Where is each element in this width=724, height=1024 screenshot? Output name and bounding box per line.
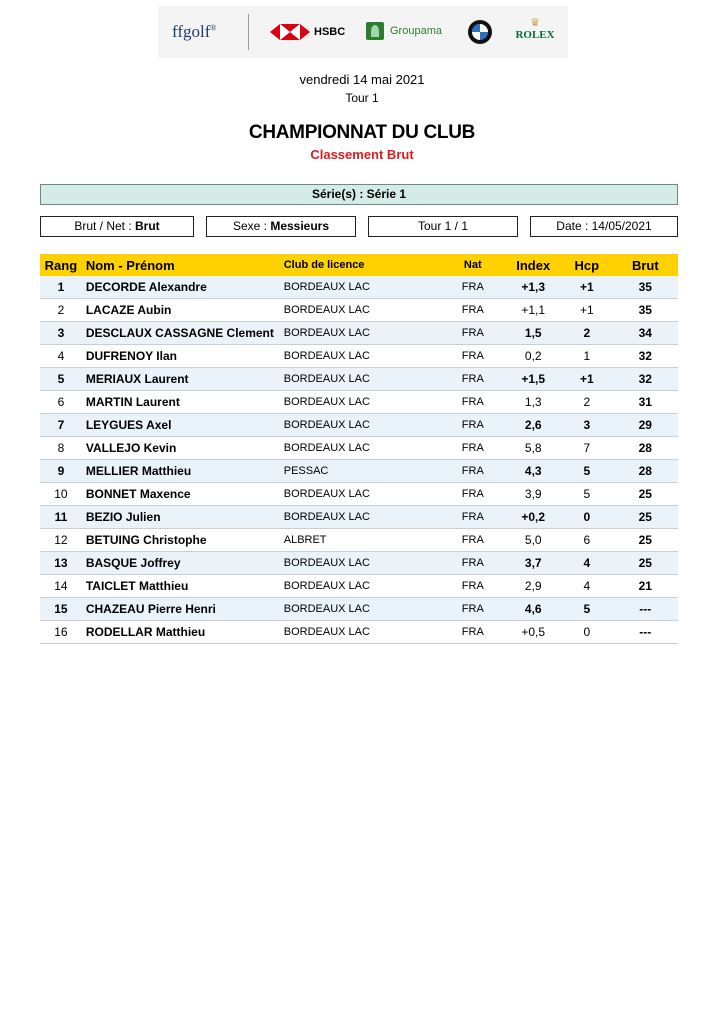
cell-index: +0,2 xyxy=(505,506,561,529)
table-row xyxy=(40,276,678,299)
cell-name: LACAZE Aubin xyxy=(82,299,280,322)
cell-index: 2,9 xyxy=(505,575,561,598)
page-title: CHAMPIONNAT DU CLUB xyxy=(248,122,476,143)
sexe-value: Messieurs xyxy=(270,219,330,233)
column-header-index: Index xyxy=(505,254,561,276)
cell-name: BETUING Christophe xyxy=(82,529,280,552)
cell-club: BORDEAUX LAC xyxy=(280,621,440,644)
table-row xyxy=(40,345,678,368)
table-row xyxy=(40,368,678,391)
table-row xyxy=(40,621,678,644)
cell-brut: 25 xyxy=(613,506,678,529)
rolex-logo xyxy=(512,18,558,41)
cell-brut: 31 xyxy=(613,391,678,414)
cell-rang: 15 xyxy=(40,598,82,621)
cell-nat: FRA xyxy=(440,621,505,644)
table-header-row xyxy=(40,254,678,276)
cell-index: 4,3 xyxy=(505,460,561,483)
cell-hcp: 4 xyxy=(561,575,613,598)
cell-rang: 14 xyxy=(40,575,82,598)
column-header-brut: Brut xyxy=(613,254,678,276)
cell-brut: 35 xyxy=(613,299,678,322)
cell-brut: 25 xyxy=(613,529,678,552)
cell-index: 5,8 xyxy=(505,437,561,460)
cell-rang: 8 xyxy=(40,437,82,460)
cell-nat: FRA xyxy=(440,506,505,529)
cell-index: +1,5 xyxy=(505,368,561,391)
cell-brut: 28 xyxy=(613,460,678,483)
cell-index: 3,7 xyxy=(505,552,561,575)
sexe-label: Sexe : xyxy=(232,219,267,233)
cell-name: VALLEJO Kevin xyxy=(82,437,280,460)
cell-brut: 29 xyxy=(613,414,678,437)
table-row xyxy=(40,598,678,621)
cell-index: 2,6 xyxy=(505,414,561,437)
cell-hcp: 5 xyxy=(561,598,613,621)
table-row xyxy=(40,414,678,437)
cell-nat: FRA xyxy=(440,552,505,575)
cell-club: BORDEAUX LAC xyxy=(280,391,440,414)
cell-nat: FRA xyxy=(440,437,505,460)
cell-hcp: 4 xyxy=(561,552,613,575)
cell-index: 4,6 xyxy=(505,598,561,621)
cell-club: BORDEAUX LAC xyxy=(280,368,440,391)
cell-rang: 12 xyxy=(40,529,82,552)
ffgolf-logo: ffgolf® xyxy=(172,22,217,41)
cell-rang: 6 xyxy=(40,391,82,414)
date-box: Date : 14/05/2021 xyxy=(530,216,678,237)
column-header-nat: Nat xyxy=(440,254,505,276)
groupama-label: Groupama xyxy=(390,25,442,37)
hsbc-logo xyxy=(270,24,345,40)
column-header-rang: Rang xyxy=(40,254,82,276)
cell-hcp: 5 xyxy=(561,483,613,506)
hsbc-hexagon-icon xyxy=(270,24,310,40)
brutnet-label: Brut / Net : xyxy=(74,219,132,233)
cell-name: DUFRENOY Ilan xyxy=(82,345,280,368)
sponsor-banner xyxy=(158,6,568,58)
cell-name: LEYGUES Axel xyxy=(82,414,280,437)
tour-box: Tour 1 / 1 xyxy=(368,216,518,237)
cell-name: TAICLET Matthieu xyxy=(82,575,280,598)
hsbc-label: HSBC xyxy=(314,26,346,38)
cell-hcp: 2 xyxy=(561,391,613,414)
brutnet-box xyxy=(40,216,194,237)
event-date: vendredi 14 mai 2021 xyxy=(299,72,425,87)
cell-brut: 28 xyxy=(613,437,678,460)
cell-nat: FRA xyxy=(440,414,505,437)
cell-club: BORDEAUX LAC xyxy=(280,322,440,345)
cell-brut: 25 xyxy=(613,483,678,506)
cell-rang: 2 xyxy=(40,299,82,322)
column-header-name: Nom - Prénom xyxy=(82,254,280,276)
cell-index: 1,5 xyxy=(505,322,561,345)
event-tour: Tour 1 xyxy=(345,91,379,105)
groupama-tree-icon xyxy=(366,22,384,40)
cell-rang: 16 xyxy=(40,621,82,644)
cell-nat: FRA xyxy=(440,483,505,506)
table-row xyxy=(40,506,678,529)
table-row xyxy=(40,391,678,414)
groupama-logo xyxy=(366,22,442,40)
cell-nat: FRA xyxy=(440,575,505,598)
cell-name: CHAZEAU Pierre Henri xyxy=(82,598,280,621)
cell-hcp: 5 xyxy=(561,460,613,483)
logo-separator xyxy=(248,14,249,50)
cell-index: +0,5 xyxy=(505,621,561,644)
cell-club: BORDEAUX LAC xyxy=(280,506,440,529)
cell-brut: 35 xyxy=(613,276,678,299)
cell-nat: FRA xyxy=(440,529,505,552)
rolex-label: ROLEX xyxy=(515,29,555,41)
cell-name: BEZIO Julien xyxy=(82,506,280,529)
cell-club: BORDEAUX LAC xyxy=(280,437,440,460)
cell-hcp: 7 xyxy=(561,437,613,460)
cell-hcp: +1 xyxy=(561,276,613,299)
cell-brut: --- xyxy=(613,598,678,621)
cell-index: +1,3 xyxy=(505,276,561,299)
cell-index: 1,3 xyxy=(505,391,561,414)
cell-rang: 13 xyxy=(40,552,82,575)
cell-brut: 32 xyxy=(613,345,678,368)
cell-brut: 32 xyxy=(613,368,678,391)
table-row xyxy=(40,437,678,460)
cell-club: BORDEAUX LAC xyxy=(280,575,440,598)
table-row xyxy=(40,460,678,483)
cell-name: MARTIN Laurent xyxy=(82,391,280,414)
cell-brut: 25 xyxy=(613,552,678,575)
cell-rang: 3 xyxy=(40,322,82,345)
cell-name: DECORDE Alexandre xyxy=(82,276,280,299)
crown-icon: ♛ xyxy=(530,17,540,29)
sexe-box xyxy=(206,216,356,237)
table-row xyxy=(40,322,678,345)
cell-rang: 9 xyxy=(40,460,82,483)
column-header-club: Club de licence xyxy=(280,254,440,276)
serie-bar: Série(s) : Série 1 xyxy=(40,184,678,205)
cell-rang: 4 xyxy=(40,345,82,368)
cell-nat: FRA xyxy=(440,345,505,368)
cell-nat: FRA xyxy=(440,276,505,299)
results-table xyxy=(40,254,678,644)
cell-rang: 10 xyxy=(40,483,82,506)
table-row xyxy=(40,575,678,598)
cell-rang: 11 xyxy=(40,506,82,529)
cell-brut: 34 xyxy=(613,322,678,345)
cell-name: BASQUE Joffrey xyxy=(82,552,280,575)
cell-brut: --- xyxy=(613,621,678,644)
cell-index: 3,9 xyxy=(505,483,561,506)
cell-brut: 21 xyxy=(613,575,678,598)
table-row xyxy=(40,483,678,506)
brutnet-value: Brut xyxy=(135,219,160,233)
page-subtitle: Classement Brut xyxy=(310,147,414,162)
cell-index: 0,2 xyxy=(505,345,561,368)
cell-name: BONNET Maxence xyxy=(82,483,280,506)
column-header-hcp: Hcp xyxy=(561,254,613,276)
cell-name: RODELLAR Matthieu xyxy=(82,621,280,644)
cell-hcp: 2 xyxy=(561,322,613,345)
cell-rang: 5 xyxy=(40,368,82,391)
cell-club: ALBRET xyxy=(280,529,440,552)
cell-club: BORDEAUX LAC xyxy=(280,299,440,322)
cell-nat: FRA xyxy=(440,368,505,391)
cell-club: BORDEAUX LAC xyxy=(280,345,440,368)
cell-hcp: 3 xyxy=(561,414,613,437)
cell-nat: FRA xyxy=(440,391,505,414)
cell-hcp: 0 xyxy=(561,506,613,529)
cell-club: PESSAC xyxy=(280,460,440,483)
cell-hcp: 1 xyxy=(561,345,613,368)
cell-hcp: +1 xyxy=(561,368,613,391)
cell-club: BORDEAUX LAC xyxy=(280,276,440,299)
table-row xyxy=(40,552,678,575)
cell-name: DESCLAUX CASSAGNE Clement xyxy=(82,322,280,345)
table-row xyxy=(40,299,678,322)
cell-index: 5,0 xyxy=(505,529,561,552)
cell-club: BORDEAUX LAC xyxy=(280,483,440,506)
cell-nat: FRA xyxy=(440,322,505,345)
cell-rang: 7 xyxy=(40,414,82,437)
cell-club: BORDEAUX LAC xyxy=(280,598,440,621)
cell-nat: FRA xyxy=(440,598,505,621)
cell-name: MERIAUX Laurent xyxy=(82,368,280,391)
bmw-logo-icon xyxy=(468,20,492,44)
cell-nat: FRA xyxy=(440,460,505,483)
cell-hcp: 6 xyxy=(561,529,613,552)
cell-index: +1,1 xyxy=(505,299,561,322)
cell-hcp: +1 xyxy=(561,299,613,322)
cell-club: BORDEAUX LAC xyxy=(280,552,440,575)
table-row xyxy=(40,529,678,552)
cell-hcp: 0 xyxy=(561,621,613,644)
cell-club: BORDEAUX LAC xyxy=(280,414,440,437)
cell-name: MELLIER Matthieu xyxy=(82,460,280,483)
cell-nat: FRA xyxy=(440,299,505,322)
cell-rang: 1 xyxy=(40,276,82,299)
